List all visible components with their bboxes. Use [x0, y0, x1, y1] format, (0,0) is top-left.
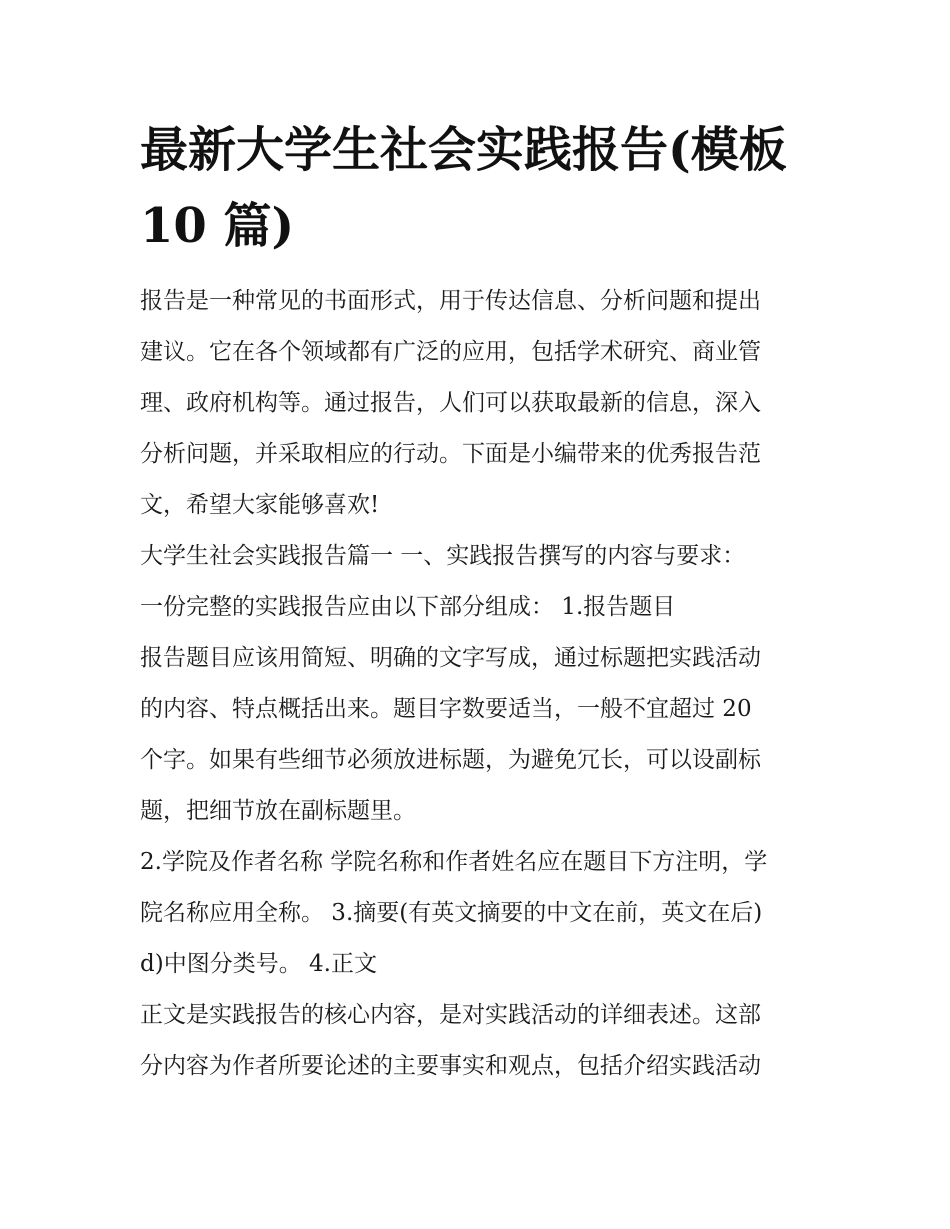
body-line: 题，把细节放在副标题里。 — [140, 798, 416, 824]
body-line: 的内容、特点概括出来。题目字数要适当，一般不宜超过 20 — [140, 696, 752, 722]
body-line: 院名称应用全称。 3.摘要(有英文摘要的中文在前，英文在后) — [140, 900, 763, 926]
body-line: 分析问题，并采取相应的行动。下面是小编带来的优秀报告范 — [140, 441, 761, 467]
body-line: 分内容为作者所要论述的主要事实和观点，包括介绍实践活动 — [140, 1053, 761, 1079]
body-line: 报告题目应该用简短、明确的文字写成，通过标题把实践活动 — [140, 645, 761, 671]
body-line: 一份完整的实践报告应由以下部分组成： 1.报告题目 — [140, 594, 676, 620]
body-line: 正文是实践报告的核心内容，是对实践活动的详细表述。这部 — [140, 1002, 761, 1028]
body-line: 文，希望大家能够喜欢! — [140, 492, 380, 518]
body-line: 个字。如果有些细节必须放进标题，为避免冗长，可以设副标 — [140, 747, 761, 773]
body-line: 报告是一种常见的书面形式，用于传达信息、分析问题和提出 — [140, 288, 761, 314]
body-line: d)中图分类号。 4.正文 — [140, 951, 377, 977]
document-body — [140, 276, 820, 1092]
document-title — [140, 112, 830, 264]
title-line-1: 最新大学生社会实践报告(模板 — [140, 122, 787, 178]
body-line: 建议。它在各个领域都有广泛的应用，包括学术研究、商业管 — [140, 339, 761, 365]
body-line: 2.学院及作者名称 学院名称和作者姓名应在题目下方注明，学 — [140, 849, 768, 875]
title-line-2: 10 篇) — [140, 198, 295, 254]
body-line: 理、政府机构等。通过报告，人们可以获取最新的信息，深入 — [140, 390, 761, 416]
body-line: 大学生社会实践报告篇一 一、实践报告撰写的内容与要求： — [140, 543, 746, 569]
